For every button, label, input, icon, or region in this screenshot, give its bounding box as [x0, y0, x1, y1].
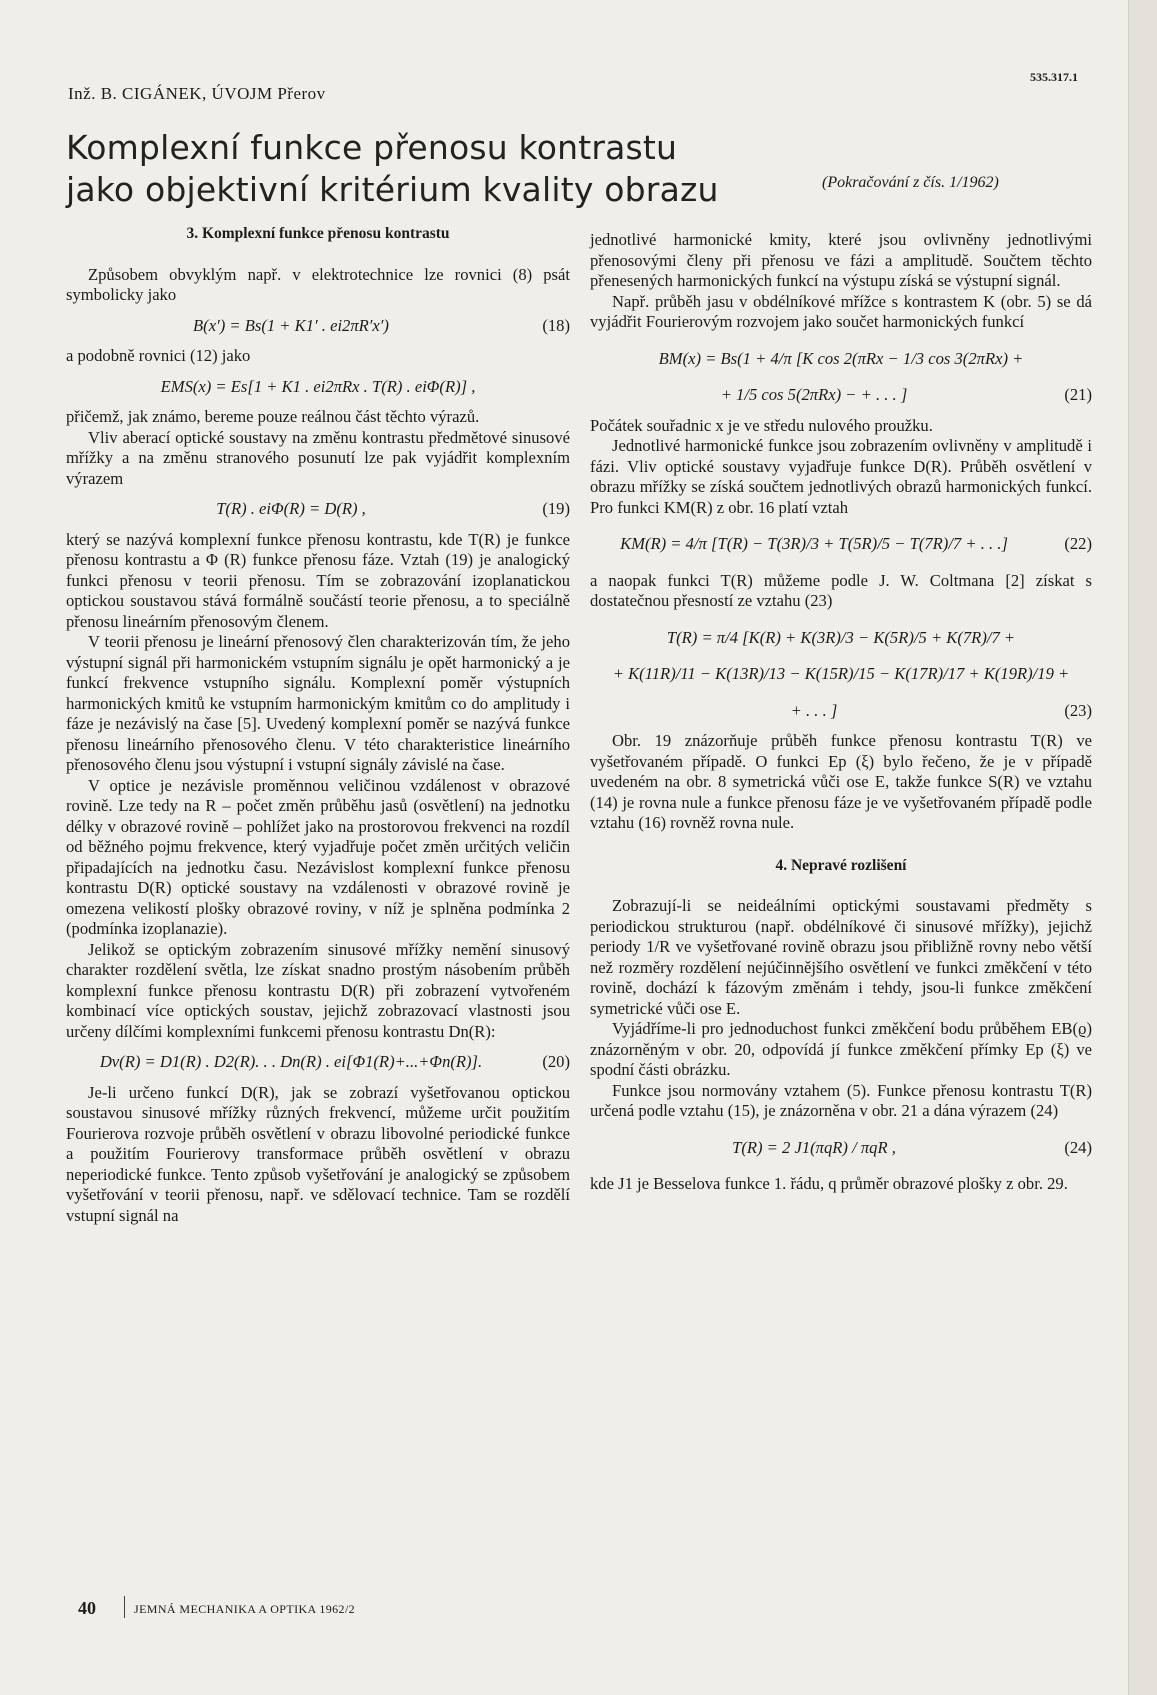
equation-21-line-1 — [590, 349, 1092, 370]
equation-body: BM(x) = Bs(1 + 4/π [K cos 2(πRx − 1/3 cos 3(2πRx) + — [658, 348, 1024, 368]
equation-body: T(R) = 2 J1(πqR) / πqR , — [732, 1137, 896, 1157]
journal-name: JEMNÁ MECHANIKA A OPTIKA 1962/2 — [134, 1602, 356, 1616]
paragraph: Počátek souřadnic x je ve středu nulového proužku. — [590, 415, 933, 435]
equation-24 — [590, 1138, 1092, 1159]
paragraph: Je-li určeno funkcí D(R), jak se zobrazí vyšetřovanou optickou soustavou sinusové mřížky různých frekvencí, můžeme určit použitím Fourierova rozvoje průběh osvětlení v obrazu libovolné periodické funkce a použitím Fourierovy transformace průběh osvětlení v obrazu neperiodické funkce. Tento způsob vyšetřování je analogický se způsobem vyšetřování v teorii přenosu, např. ve sdělovací technice. Tam se rozdělí vstupní signál na — [66, 1082, 570, 1225]
equation-body: + . . . ] — [790, 700, 838, 720]
paragraph: a podobně rovnici (12) jako — [66, 346, 251, 365]
footer-divider — [124, 1596, 125, 1618]
equation-body: KM(R) = 4/π [T(R) − T(3R)/3 + T(5R)/5 − T(7R)/7 + . . .] — [620, 534, 1008, 553]
paragraph: Např. průběh jasu v obdélníkové mřížce s kontrastem K (obr. 5) se dá vyjádřit Fourierovým rozvojem jako součet harmonických funkcí — [590, 291, 1092, 331]
equation-23-line-1 — [590, 628, 1092, 649]
equation-18 — [66, 316, 570, 337]
paragraph: kde J1 je Besselova funkce 1. řádu, q průměr obrazové plošky z obr. 29. — [590, 1174, 1068, 1193]
equation-body: T(R) . eiΦ(R) = D(R) , — [216, 499, 366, 518]
equation-ems — [66, 377, 570, 398]
equation-19 — [66, 499, 570, 520]
paragraph: V teorii přenosu je lineární přenosový člen charakterizován tím, že jeho výstupní signál při harmonickém vstupním signálu je opět harmonický a je funkcí frekvence vstupního signálu. Komplexní poměr výstupních harmonických kmitů ke vstupním harmonickým kmitům co do amplitudy i fáze je nezávislý na čase [5]. Uvedený komplexní poměr se nazývá funkce přenosu lineárního přenosového členu. V této charakteristice lineárního přenosového členu jsou výstupní i vstupní signály závislé na čase. — [66, 632, 570, 774]
paragraph: přičemž, jak známo, bereme pouze reálnou část těchto výrazů. — [66, 407, 480, 426]
equation-21-line-2 — [590, 385, 1092, 406]
right-column — [590, 230, 1092, 1195]
equation-number: (23) — [1064, 700, 1092, 720]
equation-number: (19) — [542, 499, 570, 518]
left-column — [66, 218, 570, 1226]
paragraph: jednotlivé harmonické kmity, které jsou ovlivněny jednotlivými přenosovými členy při přenosu ve fázi a amplitudě. Součtem těchto přenesených harmonických funkcí na výstupu získá se výstupní signál. — [590, 230, 1092, 290]
equation-22 — [590, 534, 1092, 555]
equation-body: T(R) = π/4 [K(R) + K(3R)/3 − K(5R)/5 + K(7R)/7 + — [666, 627, 1016, 647]
equation-number: (20) — [542, 1052, 570, 1071]
classification-code: 535.317.1 — [1030, 70, 1078, 84]
equation-23-line-2 — [590, 664, 1092, 685]
equation-number: (21) — [1064, 385, 1092, 404]
equation-body: EMS(x) = Es[1 + K1 . ei2πRx . T(R) . eiΦ(R)] , — [160, 376, 476, 396]
section-heading-3: 3. Komplexní funkce přenosu kontrastu — [186, 225, 450, 242]
equation-20 — [66, 1052, 570, 1073]
equation-23-line-3 — [590, 701, 1092, 722]
paragraph: Obr. 19 znázorňuje průběh funkce přenosu kontrastu T(R) ve vyšetřovaném případě. O funkci Ep (ξ) bylo řečeno, že je v případě uvedeném na obr. 8 symetrická vůči ose E, takže funkce S(R) ve vztahu (14) je rovna nule a funkce přenosu fáze je ve vyšetřovaném případě podle vztahu (16) rovněž rovna nule. — [590, 731, 1092, 832]
paragraph: Jednotlivé harmonické funkce jsou zobrazením ovlivněny v amplitudě i fázi. Vliv optické soustavy vyjadřuje funkce D(R). Průběh osvětlení v obrazu mřížky se získá součtem jednotlivých obrazů harmonických funkcí. Pro funkci KM(R) z obr. 16 platí vztah — [590, 436, 1092, 517]
continuation-note: (Pokračování z čís. 1/1962) — [822, 174, 999, 191]
paragraph: Vyjádříme-li pro jednoduchost funkci změkčení bodu průběhem EB(ϱ) znázorněným v obr. 20, odpovídá jí funkce změkčení přímky Ep (ξ) ve spodní části obrázku. — [590, 1019, 1092, 1079]
paragraph: který se nazývá komplexní funkce přenosu kontrastu, kde T(R) je funkce přenosu kontrastu a Φ (R) funkce přenosu fáze. Vztah (19) je analogický funkci přenosu v teorii přenosu. Tím se zobrazování izoplanatickou optickou soustavou stává formálně součástí teorie přenosu, a to speciálně přenosu lineárním přenosovým členem. — [66, 529, 570, 631]
equation-body: Dv(R) = D1(R) . D2(R). . . Dn(R) . ei[Φ1(R)+...+Φn(R)]. — [99, 1052, 483, 1071]
paragraph: Zobrazují-li se neideálními optickými soustavami předměty s periodickou strukturou (např. obdélníkové či sinusové mřížky), jejichž periody 1/R ve vyšetřované rovině obrazu jsou přibližně rovny nebo větší než rozměry rozdělení nejúčinnějšího osvětlení ve funkci změkčení v této rovině, dochází k fázovým změnám i tehdy, jsou-li funkce změkčení symetrické vůči ose E. — [590, 896, 1092, 1018]
paragraph: Vliv aberací optické soustavy na změnu kontrastu předmětové sinusové mřížky a na změnu stranového posunutí lze pak vyjádřit komplexním výrazem — [66, 427, 570, 488]
equation-body: + 1/5 cos 5(2πRx) − + . . . ] — [720, 385, 908, 404]
page-edge — [1128, 0, 1157, 1695]
article-title-line-1: Komplexní funkce přenosu kontrastu — [66, 128, 678, 167]
equation-number: (24) — [1064, 1137, 1092, 1157]
equation-number: (22) — [1064, 534, 1092, 553]
paragraph: Jelikož se optickým zobrazením sinusové mřížky nemění sinusový charakter rozdělení světla, lze získat snadno prostým násobením průběh komplexní funkce přenosu kontrastu D(R) při zobrazení vytvořeném kombinací více optických soustav, jejichž zobrazovací vlastnosti jsou určeny dílčími komplexními funkcemi přenosu kontrastu Dn(R): — [66, 939, 570, 1041]
paragraph: Způsobem obvyklým např. v elektrotechnice lze rovnici (8) psát symbolicky jako — [66, 264, 570, 304]
page-number: 40 — [78, 1598, 96, 1618]
paragraph: a naopak funkci T(R) můžeme podle J. W. Coltmana [2] získat s dostatečnou přesností ze vztahu (23) — [590, 570, 1092, 610]
paragraph: V optice je nezávisle proměnnou veličinou vzdálenost v obrazové rovině. Lze tedy na R – počet změn průběhu jasů (osvětlení) na jednotku délky v obrazové rovině – pohlížet jako na prostorovou frekvenci na rozdíl od běžného pojmu frekvence, který vyjadřuje počet změn určitých veličin připadajících na jednotku času. Nezávislost komplexní funkce přenosu kontrastu D(R) optické soustavy na vzdálenosti v obrazové rovině je omezena velikostí plošky obrazové roviny, v níž je splněna podmínka 2 (podmínka izoplanazie). — [66, 775, 570, 938]
article-title-line-2: jako objektivní kritérium kvality obrazu — [66, 170, 719, 209]
paragraph: Funkce jsou normovány vztahem (5). Funkce přenosu kontrastu T(R) určená podle vztahu (15), je znázorněna v obr. 21 a dána výrazem (24) — [590, 1080, 1092, 1120]
equation-body: + K(11R)/11 − K(13R)/13 − K(15R)/15 − K(17R)/17 + K(19R)/19 + — [612, 664, 1070, 683]
author-line: Inž. B. CIGÁNEK, ÚVOJM Přerov — [68, 84, 326, 103]
equation-number: (18) — [542, 315, 570, 335]
equation-body: B(x′) = Bs(1 + K1′ . ei2πR′x′) — [193, 315, 389, 335]
section-heading-4: 4. Nepravé rozlišení — [775, 856, 907, 874]
